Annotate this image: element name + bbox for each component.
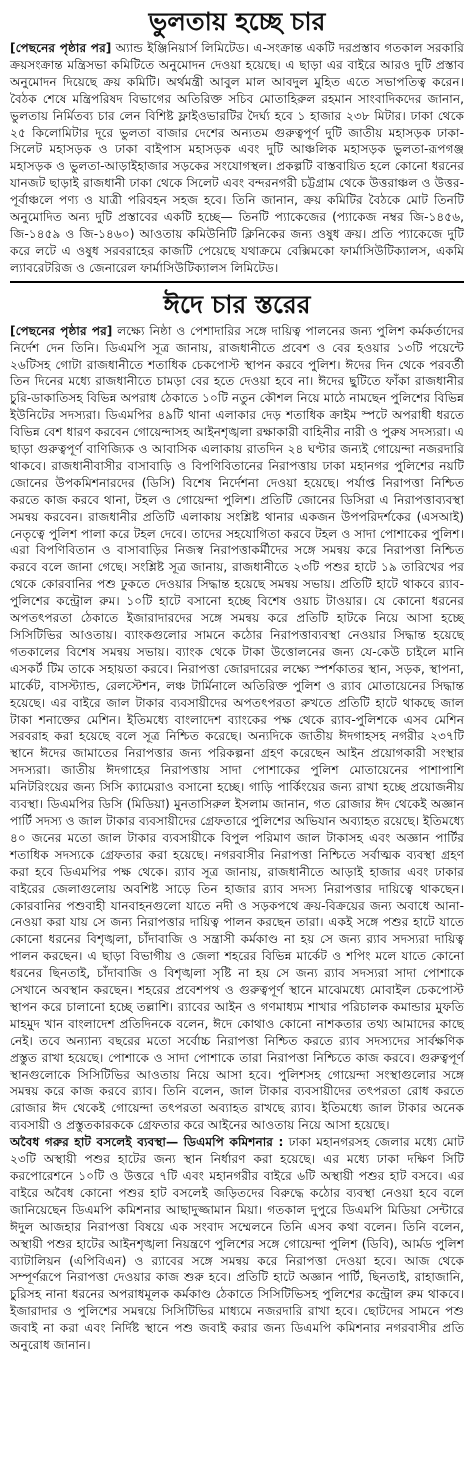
continuation-lead: [পেছনের পৃষ্ঠার পর] — [10, 41, 112, 55]
article-body — [10, 40, 464, 277]
continuation-lead: [পেছনের পৃষ্ঠার পর] — [10, 323, 113, 338]
article-eid-security — [10, 289, 464, 1354]
subhead: অবৈধ গরুর হাট বসলেই ব্যবস্থা— ডিএমপি কমিশনার : — [10, 1135, 284, 1150]
article-bhulta — [10, 6, 464, 277]
article-text: অ্যান্ড ইঞ্জিনিয়ার্স লিমিটেড। এ-সংক্রান্ত একটি দরপ্রস্তাব গতকাল সরকারি ক্রয়সংক্রান্ত মন্ত্রিসভা কমিটিতে অনুমোদন দেওয়া হয়েছে। এ ছাড়া এর বাইরে আরও দুটি প্রস্তাব অনুমোদন দিয়েছে ক্রয় কমিটি। অর্থমন্ত্রী আবুল মাল আবদুল মুহিত এতে সভাপতিত্ব করেন। বৈঠক শেষে মন্ত্রিপরিষদ বিভাগের অতিরিক্ত সচিব মোতাহিরুল রহমান সাংবাদিকদের জানান, ভুলতায় নির্মিতব্য চার লেন বিশিষ্ট ফ্লাইওভারটির দৈর্ঘ্য হবে ১ হাজার ২৩৮ মিটার। ঢাকা থেকে ২৫ কিলোমিটার দূরে ভুলতা বাজার দেশের অন্যতম গুরুত্বপূর্ণ দুটি জাতীয় মহাসড়ক ঢাকা-সিলেট মহাসড়ক ও ঢাকা বাইপাস মহাসড়ক এবং দুটি আঞ্চলিক মহাসড়ক ভুলতা-রূপগঞ্জ মহাসড়ক ও ভুলতা-আড়াইহাজার সড়কের সংযোগস্থল। প্রকল্পটি বাস্তবায়িত হলে কোনো ধরনের যানজট ছাড়াই রাজধানী ঢাকা থেকে সিলেট এবং বন্দরনগরী চট্টগ্রাম থেকে উত্তরাঞ্চল ও উত্তর-পূর্বাঞ্চলে পণ্য ও যাত্রী পরিবহন সহজ হবে। তিনি জানান, ক্রয় কমিটির বৈঠকে মোট তিনটি অনুমোদিত অন্য দুটি প্রস্তাবের একটি হচ্ছে— তিনটি প্যাকেজের (প্যাকেজ নম্বর জি-১৪৫৬, জি-১৪৫৯ ও জি-১৪৬০) আওতায় কমিউনিটি ক্লিনিকের জন্য ওষুধ ক্রয়। প্রতি প্যাকেজে দুটি করে লটে এ ওষুধ সরবরাহের কাজটি পেয়েছে যথাক্রমে বেক্সিমকো ফার্মাসিউটিক্যালস, একমি ল্যাবরেটরিজ ও জেনারেল ফার্মাসিউটিক্যালস লিমিটেড। — [10, 41, 464, 275]
article-text: ঢাকা মহানগরসহ জেলার মধ্যে মোট ২৩টি অস্থায়ী পশুর হাটের জন্য স্থান নির্ধারণ করা হয়েছে। এর মধ্যে ঢাকা দক্ষিণ সিটি করপোরেশনে ১০টি ও উত্তরে ৭টি এবং মহানগরীর বাইরে ৬টি অস্থায়ী পশুর হাট বসবে। এর বাইরে অবৈধ কোনো পশুর হাট বসলেই জড়িতদের বিরুদ্ধে কঠোর ব্যবস্থা নেওয়া হবে বলে জানিয়েছেন ডিএমপি কমিশনার আছাদুজ্জামান মিয়া। গতকাল দুপুরে ডিএমপি মিডিয়া সেন্টারে ঈদুল আজহার নিরাপত্তা বিষয়ে এক সংবাদ সম্মেলনে তিনি এসব কথা বলেন। তিনি বলেন, অস্থায়ী পশুর হাটের আইনশৃঙ্খলা নিয়ন্ত্রণে পুলিশের সঙ্গে গোয়েন্দা পুলিশ (ডিবি), আর্মড পুলিশ ব্যাটালিয়ন (এপিবিএন) ও র‍্যাবের সঙ্গে সমন্বয় করে নিরাপত্তা দেওয়া হবে। আজ থেকে সম্পূর্ণরূপে নিরাপত্তা দেওয়ার কাজ শুরু হবে। প্রতিটি হাটে অজ্ঞান পার্টি, ছিনতাই, রাহাজানি, চুরিসহ নানা ধরনের অপরাধমূলক কর্মকাণ্ড ঠেকাতে সিসিটিভিসহ পুলিশের কন্ট্রোল রুম থাকবে। ইজারাদার ও পুলিশের সমন্বয়ে সিসিটিভির মাধ্যমে নজরদারি রাখা হবে। ছোটদের সামনে পশু জবাই না করা এবং নির্দিষ্ট স্থানে পশু জবাই করার জন্য ডিএমপি কমিশনার নগরবাসীর প্রতি অনুরোধ জানান। — [10, 1135, 464, 1353]
article-headline: ভুলতায় হচ্ছে চার — [148, 7, 326, 36]
article-divider — [10, 281, 464, 283]
article-text: লক্ষ্যে নিষ্ঠা ও পেশাদারির সঙ্গে দায়িত্ব পালনের জন্য পুলিশ কর্মকর্তাদের নির্দেশ দেন তিনি। ডিএমপি সূত্র জানায়, রাজধানীতে প্রবেশ ও বের হওয়ার ১৩টি পয়েন্টে ২৬টিসহ গোটা রাজধানীতে শতাধিক চেকপোস্ট স্থাপন করবে পুলিশ। ঈদের দিন থেকে পরবর্তী তিন দিনের মধ্যে রাজধানীতে চামড়া বের হতে দেওয়া হবে না। ঈদের ছুটিতে ফাঁকা রাজধানীর চুরি-ডাকাতিসহ বিভিন্ন অপরাধ ঠেকাতে ১০টি নতুন কৌশল নিয়ে মাঠে নামছেন পুলিশের বিভিন্ন ইউনিটের সদস্যরা। ডিএমপির ৪৯টি থানা এলাকার দেড় শতাধিক ক্রাইম স্পটে অপরাধী ধরতে বিভিন্ন বেশ ধারণ করবেন গোয়েন্দাসহ আইনশৃঙ্খলা রক্ষাকারী বাহিনীর নারী ও পুরুষ সদস্যরা। এ ছাড়া গুরুত্বপূর্ণ বাণিজ্যিক ও আবাসিক এলাকায় রাতদিন ২৪ ঘণ্টার জন্যই গোয়েন্দা নজরদারি থাকবে। রাজধানীবাসীর বাসাবাড়ি ও বিপণিবিতানের নিরাপত্তায় ঢাকা মহানগর পুলিশের নয়টি জোনের উপকমিশনারদের (ডিসি) বিশেষ নির্দেশনা দেওয়া হয়েছে। পর্যাপ্ত নিরাপত্তা নিশ্চিত করতে কাজ করবে থানা, টহল ও গোয়েন্দা পুলিশ। প্রতিটি জোনের ডিসিরা এ নিরাপত্তাব্যবস্থা সমন্বয় করবেন। রাজধানীর প্রতিটি এলাকায় সংশ্লিষ্ট থানার একজন উপপরিদর্শকের (এসআই) নেতৃত্বে পুলিশ পালা করে টহল দেবে। তাদের সহযোগিতা করবে টহল ও সাদা পোশাকের পুলিশ। এরা বিপণিবিতান ও বাসাবাড়ির নিজস্ব নিরাপত্তাকর্মীদের সঙ্গে সমন্বয় করে নিরাপত্তা নিশ্চিত করবে বলে জানা গেছে। সংশ্লিষ্ট সূত্র জানায়, রাজধানীতে ২৩টি পশুর হাটে ১৯ তারিখের পর থেকে কোরবানির পশু ঢুকতে দেওয়ার সিদ্ধান্ত হয়েছে সমন্বয় সভায়। প্রতিটি হাটে থাকবে র‍্যাব-পুলিশের কন্ট্রোল রুম। ১০টি হাটে বসানো হচ্ছে বিশেষ ওয়াচ টাওয়ার। যে কোনো ধরনের অপতৎপরতা ঠেকাতে ইজারাদারদের সঙ্গে সমন্বয় করে প্রতিটি হাটকে নিয়ে আসা হচ্ছে সিসিটিভির আওতায়। ব্যাংকগুলোর সামনে কঠোর নিরাপত্তাব্যবস্থা নেওয়ার সিদ্ধান্ত হয়েছে গতকালের বিশেষ সমন্বয় সভায়। ব্যাংক থেকে টাকা উত্তোলনের জন্য যে-কেউ চাইলে মানি এসকর্ট টিম তাকে সহায়তা করবে। নিরাপত্তা জোরদারের লক্ষ্যে স্পর্শকাতর স্থান, সড়ক, স্থাপনা, মার্কেট, বাসস্ট্যান্ড, রেলস্টেশন, লঞ্চ টার্মিনালে অতিরিক্ত পুলিশ ও র‍্যাব মোতায়েনের সিদ্ধান্ত হয়েছে। এর বাইরে জাল টাকার ব্যবসায়ীদের অপতৎপরতা রুখতে প্রতিটি হাটে থাকছে জাল টাকা শনাক্তের মেশিন। ইতিমধ্যে বাংলাদেশ ব্যাংকের পক্ষ থেকে র‍্যাব-পুলিশকে এসব মেশিন সরবরাহ করা হয়েছে বলে সূত্র নিশ্চিত করেছে। অন্যদিকে জাতীয় ঈদগাহসহ নগরীর ২৩৭টি স্থানে ঈদের জামাতের নিরাপত্তার জন্য পরিকল্পনা গ্রহণ করেছেন আইন প্রয়োগকারী সংস্থার সদস্যরা। জাতীয় ঈদগাহের নিরাপত্তায় সাদা পোশাকের পুলিশ মোতায়েনের পাশাপাশি মনিটরিংয়ের জন্য সিসি ক্যামেরাও বসানো হচ্ছে। গাড়ি পার্কিংয়ের জন্য রাখা হচ্ছে প্রয়োজনীয় ব্যবস্থা। ডিএমপির ডিসি (মিডিয়া) মুনতাসিরুল ইসলাম জানান, গত রোজার ঈদ থেকেই অজ্ঞান পার্টি সদস্য ও জাল টাকার ব্যবসায়ীদের গ্রেফতারে পুলিশের অভিযান অব্যাহত রয়েছে। ইতিমধ্যে ৪০ জনের মতো জাল টাকার ব্যবসায়ীকে বিপুল পরিমাণ জাল টাকাসহ এবং অজ্ঞান পার্টির শতাধিক সদস্যকে গ্রেফতার করা হয়েছে। নগরবাসীর নিরাপত্তা নিশ্চিতে সর্বাত্মক ব্যবস্থা গ্রহণ করা হবে ডিএমপির পক্ষ থেকে। র‍্যাব সূত্র জানায়, রাজধানীতে আড়াই হাজার এবং ঢাকার বাইরের জেলাগুলোয় অবশিষ্ট সাড়ে তিন হাজার র‍্যাব সদস্য নিরাপত্তার দায়িত্বে থাকছেন। কোরবানির পশুবাহী যানবাহনগুলো যাতে নদী ও সড়কপথে ক্রয়-বিক্রয়ের জন্য অবাধে আনা-নেওয়া করা যায় সে জন্য নিরাপত্তার দায়িত্ব পালন করছেন তারা। একই সঙ্গে পশুর হাটে যাতে কোনো ধরনের বিশৃঙ্খলা, চাঁদাবাজি ও সন্ত্রাসী কর্মকাণ্ড না হয় সে জন্য র‍্যাব সদস্যরা দায়িত্ব পালন করছেন। এ ছাড়া বিভাগীয় ও জেলা শহরের বিভিন্ন মার্কেট ও শপিং মলে যাতে কোনো ধরনের ছিনতাই, চাঁদাবাজি ও বিশৃঙ্খলা সৃষ্টি না হয় সে জন্য র‍্যাব সদস্যরা সাদা পোশাকে সেখানে অবস্থান করছেন। শহরের প্রবেশপথ ও গুরুত্বপূর্ণ স্থানে মাঝেমধ্যে মোবাইল চেকপোস্ট স্থাপন করে চালানো হচ্ছে তল্লাশি। র‍্যাবের আইন ও গণমাধ্যম শাখার পরিচালক কমান্ডার মুফতি মাহমুদ খান বাংলাদেশ প্রতিদিনকে বলেন, ঈদে কোথাও কোনো নাশকতার তথ্য আমাদের কাছে নেই। তবে অন্যান্য বছরের মতো সর্বোচ্চ নিরাপত্তা নিশ্চিত করতে র‍্যাব সদস্যদের সার্বক্ষণিক প্রস্তুত রাখা হয়েছে। পোশাকে ও সাদা পোশাকে তারা নিরাপত্তা নিশ্চিতে কাজ করবে। গুরুত্বপূর্ণ স্থানগুলোকে সিসিটিভির আওতায় নিয়ে আসা হবে। পুলিশসহ গোয়েন্দা সংস্থাগুলোর সঙ্গে সমন্বয় করে কাজ করবে র‍্যাব। তিনি বলেন, জাল টাকার ব্যবসায়ীদের তৎপরতা রোধ করতে রোজার ঈদ থেকেই গোয়েন্দা তৎপরতা অব্যাহত রাখছে র‍্যাব। ইতিমধ্যে জাল টাকার অনেক ব্যবসায়ী ও প্রস্তুতকারককে গ্রেফতার করে আইনের আওতায় নিয়ে আসা হয়েছে। — [10, 323, 464, 1133]
article-body — [10, 323, 464, 1135]
article-body-section — [10, 1134, 464, 1354]
article-headline: ঈদে চার স্তরের — [163, 289, 311, 319]
